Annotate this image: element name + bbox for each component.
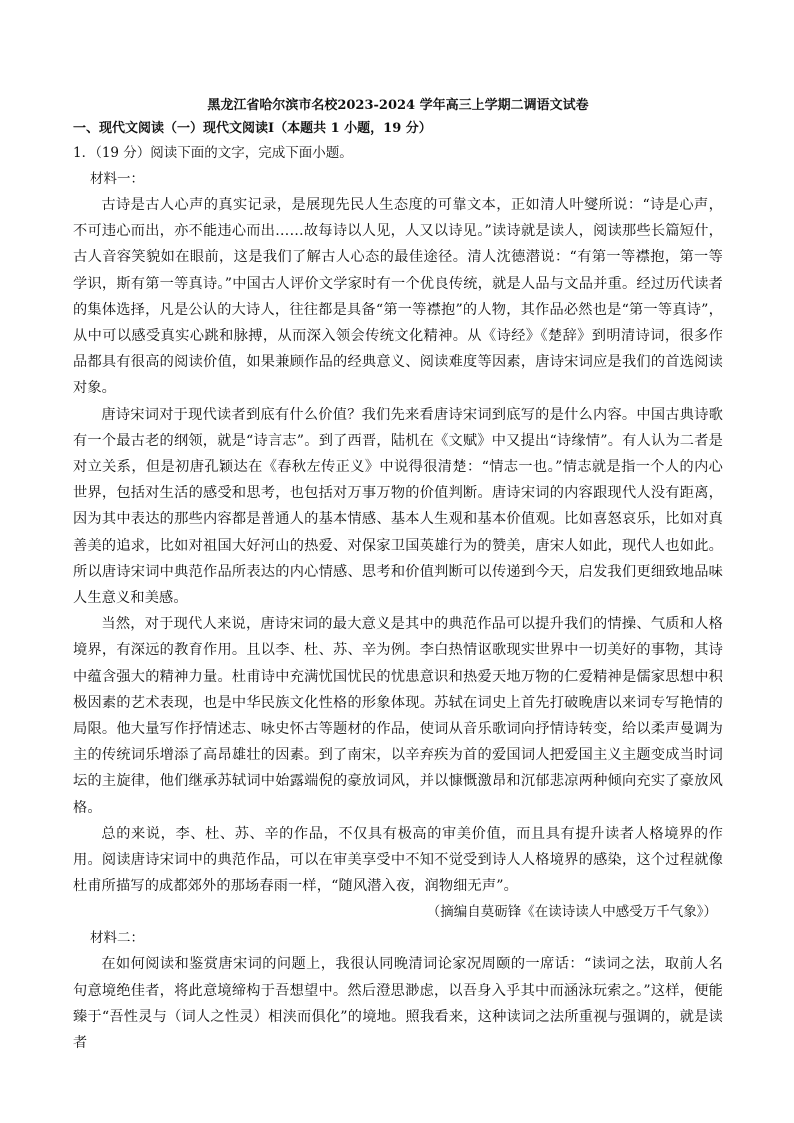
- material-one-source: （摘编自莫砺锋《在读诗读人中感受万千气象》）: [426, 904, 717, 921]
- section-heading: 一、现代文阅读（一）现代文阅读Ⅰ（本题共 1 小题，19 分）: [73, 121, 432, 136]
- document-page: [73, 96, 723, 1056]
- material-one-paragraph: 当然，对于现代人来说，唐诗宋词的最大意义是其中的典范作品可以提升我们的情操、气质和人格境界，有深远的教育作用。且以李、杜、苏、辛为例。李白热情讴歌现实世界中一切美好的事物，其诗中蕴含强大的精神力量。杜甫诗中充满忧国忧民的忧患意识和热爱天地万物的仁爱精神是儒家思想中积极因素的艺术表现，也是中华民族文化性格的形象体现。苏轼在词史上首先打破晚唐以来词专写艳情的局限。他大量写作抒情述志、咏史怀古等题材的作品，使词从音乐歌词向抒情诗转变，给以柔声曼调为主的传统词乐增添了高昂雄壮的因素。到了南宋，以辛弃疾为首的爱国词人把爱国主义主题变成当时词坛的主旋律，他们继承苏轼词中始露端倪的豪放词风，并以慷慨激昂和沉郁悲凉两种倾向充实了豪放风格。: [73, 616, 723, 816]
- material-one-label: 材料一：: [90, 171, 144, 187]
- material-two-label: 材料二：: [90, 930, 144, 947]
- material-two-paragraph: 在如何阅读和鉴赏唐宋词的问题上，我很认同晚清词论家况周颐的一席话：“读词之法，取前人名句意境绝佳者，将此意境缔构于吾想望中。然后澄思渺虑，以吾身入乎其中而涵泳玩索之。”这样，便能臻于“吾性灵与（词人之性灵）相浃而俱化”的境地。照我看来，这种读词之法所重视与强调的，就是读者: [73, 956, 723, 1052]
- material-one-paragraph: 总的来说，李、杜、苏、辛的作品，不仅具有极高的审美价值，而且具有提升读者人格境界的作用。阅读唐诗宋词中的典范作品，可以在审美享受中不知不觉受到诗人人格境界的感染，这个过程就像杜甫所描写的成都郊外的那场春雨一样，“随风潜入夜，润物细无声”。: [73, 825, 723, 895]
- question-prompt: 1．（19 分）阅读下面的文字，完成下面小题。: [73, 145, 353, 161]
- material-one-paragraph: 唐诗宋词对于现代读者到底有什么价值？我们先来看唐诗宋词到底写的是什么内容。中国古典诗歌有一个最古老的纲领，就是“诗言志”。到了西晋，陆机在《文赋》中又提出“诗缘情”。有人认为二者是对立关系，但是初唐孔颖达在《春秋左传正义》中说得很清楚：“情志一也。”情志就是指一个人的内心世界，包括对生活的感受和思考，也包括对万事万物的价值判断。唐诗宋词的内容跟现代人没有距离，因为其中表达的那些内容都是普通人的基本情感、基本人生观和基本价值观。比如喜怒哀乐，比如对真善美的追求，比如对祖国大好河山的热爱、对保家卫国英雄行为的赞美，唐宋人如此，现代人也如此。所以唐诗宋词中典范作品所表达的内心情感、思考和价值判断可以传递到今天，启发我们更细致地品味人生意义和美感。: [73, 406, 723, 607]
- material-one-paragraph: 古诗是古人心声的真实记录，是展现先民人生态度的可靠文本，正如清人叶燮所说：“诗是心声，不可违心而出，亦不能违心而出……故每诗以人见，人又以诗见。”读诗就是读人，阅读那些长篇短什，古人音容笑貌如在眼前，这是我们了解古人心态的最佳途径。清人沈德潜说：“有第一等襟抱，第一等学识，斯有第一等真诗。”中国古人评价文学家时有一个优良传统，就是人品与文品并重。经过历代读者的集体选择，凡是公认的大诗人，往往都是具备“第一等襟抱”的人物，其作品必然也是“第一等真诗”，从中可以感受真实心跳和脉搏，从而深入领会传统文化精神。从《诗经》《楚辞》到明清诗词，很多作品都具有很高的阅读价值，如果兼顾作品的经典意义、阅读难度等因素，唐诗宋词应是我们的首选阅读对象。: [73, 197, 723, 397]
- document-title: 黑龙江省哈尔滨市名校2023-2024 学年高三上学期二调语文试卷: [207, 98, 589, 113]
